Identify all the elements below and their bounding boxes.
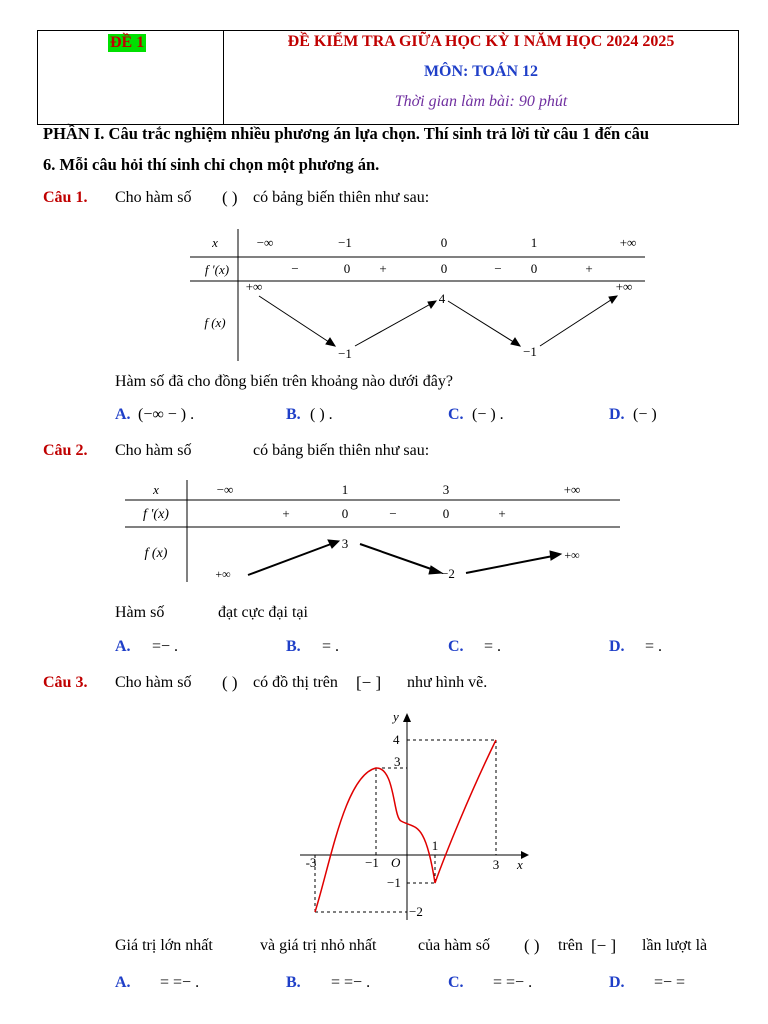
q1-fp-zero: 0: [440, 261, 448, 276]
q2-option-d-value: = .: [645, 638, 663, 655]
q1-label: Câu 1.: [43, 189, 88, 206]
q3-option-d-value: =− =: [654, 974, 686, 991]
q3-question-interval: [− ]: [591, 936, 617, 955]
q2-x-val: 1: [341, 482, 349, 497]
q1-x-val: −∞: [256, 235, 274, 250]
q3-question-b: và giá trị nhỏ nhất: [260, 937, 377, 954]
q2-fp-sign: +: [498, 506, 506, 521]
q3-option-b-letter: B.: [286, 974, 301, 991]
q2-option-a-letter: A.: [115, 638, 131, 655]
q2-label: Câu 2.: [43, 442, 88, 459]
q1-f-val: −1: [523, 344, 537, 359]
q3-x-axis-label: x: [517, 857, 523, 872]
q3-prompt-paren: ( ): [222, 673, 238, 692]
q3-prompt-c: như hình vẽ.: [407, 674, 488, 691]
subject-title: MÔN: TOÁN 12: [423, 63, 539, 80]
q1-fp-sign: +: [379, 261, 387, 276]
q1-f-val: +∞: [615, 279, 633, 294]
q3-y-tick: 4: [393, 732, 400, 747]
q3-y-axis-label: y: [393, 709, 399, 724]
q3-y-tick: −1: [387, 875, 401, 890]
q1-f-val: +∞: [245, 279, 263, 294]
q1-option-a-letter: A.: [115, 406, 131, 423]
q3-question-e: lần lượt là: [642, 937, 708, 954]
q2-option-b-letter: B.: [286, 638, 301, 655]
q1-f-val: −1: [338, 346, 352, 361]
q1-option-b-value: ( ) .: [310, 406, 333, 423]
q2-f-val: 3: [341, 536, 349, 551]
q1-question: Hàm số đã cho đồng biến trên khoảng nào dưới đây?: [115, 373, 453, 390]
part1-instruction: 6. Mỗi câu hỏi thí sinh chỉ chọn một phương án.: [43, 155, 380, 174]
q3-x-tick: 1: [431, 838, 439, 853]
q3-x-tick: 3: [492, 857, 500, 872]
q3-prompt-interval: [− ]: [356, 673, 382, 692]
q3-option-c-letter: C.: [448, 974, 464, 991]
q2-question-b: đạt cực đại tại: [218, 604, 308, 621]
q2-option-d-letter: D.: [609, 638, 625, 655]
q2-fp-zero: 0: [442, 506, 450, 521]
q3-prompt-b: có đồ thị trên: [253, 674, 338, 691]
q2-x-val: −∞: [216, 482, 234, 497]
q1-prompt-paren: ( ): [222, 188, 238, 207]
q2-x-val: 3: [442, 482, 450, 497]
q1-fp-zero: 0: [530, 261, 538, 276]
q2-fp-sign: +: [282, 506, 290, 521]
q1-option-c-value: (− ) .: [472, 406, 504, 423]
q3-y-tick: 3: [394, 754, 401, 769]
q2-x-val: +∞: [563, 482, 581, 497]
q3-x-tick: -3: [305, 855, 317, 870]
exam-title: ĐỀ KIỂM TRA GIỮA HỌC KỲ I NĂM HỌC 2024 2025: [287, 33, 675, 50]
q3-label: Câu 3.: [43, 674, 88, 691]
q2-question-a: Hàm số: [115, 604, 165, 621]
q3-y-tick: −2: [409, 904, 423, 919]
q3-option-b-value: = =− .: [331, 974, 371, 991]
exam-duration: Thời gian làm bài: 90 phút: [394, 93, 568, 110]
q1-x-val: 0: [440, 235, 448, 250]
q1-x-label: x: [212, 235, 218, 250]
q1-x-val: 1: [530, 235, 538, 250]
q2-option-a-value: =− .: [152, 638, 179, 655]
q1-fp-sign: −: [494, 261, 502, 276]
q2-prompt-b: có bảng biến thiên như sau:: [253, 442, 430, 459]
q3-question-a: Giá trị lớn nhất: [115, 937, 213, 954]
q1-variation-table: [185, 226, 650, 366]
q2-prompt-a: Cho hàm số: [115, 442, 192, 459]
q2-variation-table: [120, 478, 625, 590]
q1-fp-label: f ′(x): [204, 262, 230, 277]
q1-option-c-letter: C.: [448, 406, 464, 423]
q3-option-a-letter: A.: [115, 974, 131, 991]
exam-code-badge: ĐỀ 1: [110, 34, 145, 51]
q2-option-c-value: = .: [484, 638, 502, 655]
q3-function-graph: [295, 705, 535, 927]
q1-f-label: f (x): [204, 315, 226, 330]
q3-option-a-value: = =− .: [160, 974, 200, 991]
q1-fp-sign: +: [585, 261, 593, 276]
q3-question-d: trên: [558, 937, 583, 954]
q1-option-a-value: (−∞ − ) .: [138, 406, 195, 423]
q2-option-c-letter: C.: [448, 638, 464, 655]
q1-fp-sign: −: [291, 261, 299, 276]
q2-f-val: +∞: [215, 567, 231, 581]
q1-option-d-letter: D.: [609, 406, 625, 423]
q2-option-b-value: = .: [322, 638, 340, 655]
q2-f-val: +∞: [564, 548, 580, 562]
q2-x-label: x: [153, 482, 159, 497]
header-divider: [223, 31, 224, 124]
q3-prompt-a: Cho hàm số: [115, 674, 192, 691]
part1-heading: PHẦN I. Câu trắc nghiệm nhiều phương án lựa chọn. Thí sinh trả lời từ câu 1 đến câu: [43, 124, 650, 143]
q3-x-tick: −1: [365, 855, 379, 870]
q3-origin-label: O: [391, 855, 401, 870]
q2-fp-label: f '(x): [143, 507, 169, 522]
q2-f-val: −2: [441, 566, 455, 581]
q2-fp-zero: 0: [341, 506, 349, 521]
q1-prompt-a: Cho hàm số: [115, 189, 192, 206]
q1-f-val: 4: [438, 291, 446, 306]
q2-f-label: f (x): [144, 546, 168, 561]
q1-option-d-value: (− ): [633, 406, 657, 423]
q1-option-b-letter: B.: [286, 406, 301, 423]
q2-fp-sign: −: [389, 506, 397, 521]
q3-option-d-letter: D.: [609, 974, 625, 991]
q3-question-paren: ( ): [524, 936, 540, 955]
q1-fp-zero: 0: [343, 261, 351, 276]
q1-prompt-b: có bảng biến thiên như sau:: [253, 189, 430, 206]
q3-question-c: của hàm số: [418, 937, 490, 954]
q3-option-c-value: = =− .: [493, 974, 533, 991]
q1-x-val: −1: [338, 235, 352, 250]
q1-x-val: +∞: [619, 235, 637, 250]
